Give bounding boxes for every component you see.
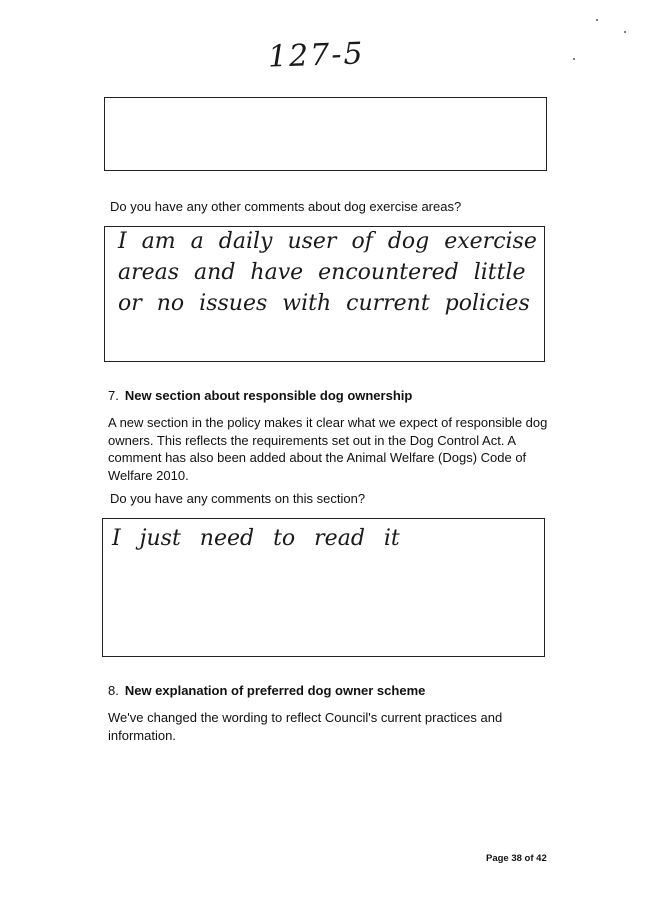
previous-answer-box (104, 97, 547, 171)
page-number: Page 38 of 42 (486, 853, 547, 864)
section-8-body: We've changed the wording to reflect Council's current practices and information. (108, 710, 503, 743)
handwritten-reference-number: 127-5 (267, 36, 366, 75)
exercise-areas-question: Do you have any other comments about dog exercise areas? (110, 199, 462, 214)
section-7-question: Do you have any comments on this section? (110, 491, 366, 506)
section-7-title: New section about responsible dog ownership (124, 388, 413, 403)
section-7-body: A new section in the policy makes it clear what we expect of responsible dog owners. This reflects the requirements set out in the Dog Control Act. A comment has also been added about the Animal Welfare (Dogs) Code of Welfare 2010. (108, 415, 548, 483)
scan-speck (624, 31, 626, 33)
exercise-areas-handwritten-answer: I am a daily user of dog exercise areas and have encountered little or no issues with current policies (118, 229, 537, 316)
section-8-number: 8. (108, 683, 119, 698)
section-8-title: New explanation of preferred dog owner scheme (124, 683, 426, 698)
scan-speck (596, 19, 598, 21)
section-7-heading (108, 388, 412, 403)
scan-speck (573, 58, 575, 60)
section-7-number: 7. (108, 388, 119, 403)
section-7-handwritten-answer: I just need to read it (112, 526, 400, 551)
section-8-heading (108, 683, 425, 698)
